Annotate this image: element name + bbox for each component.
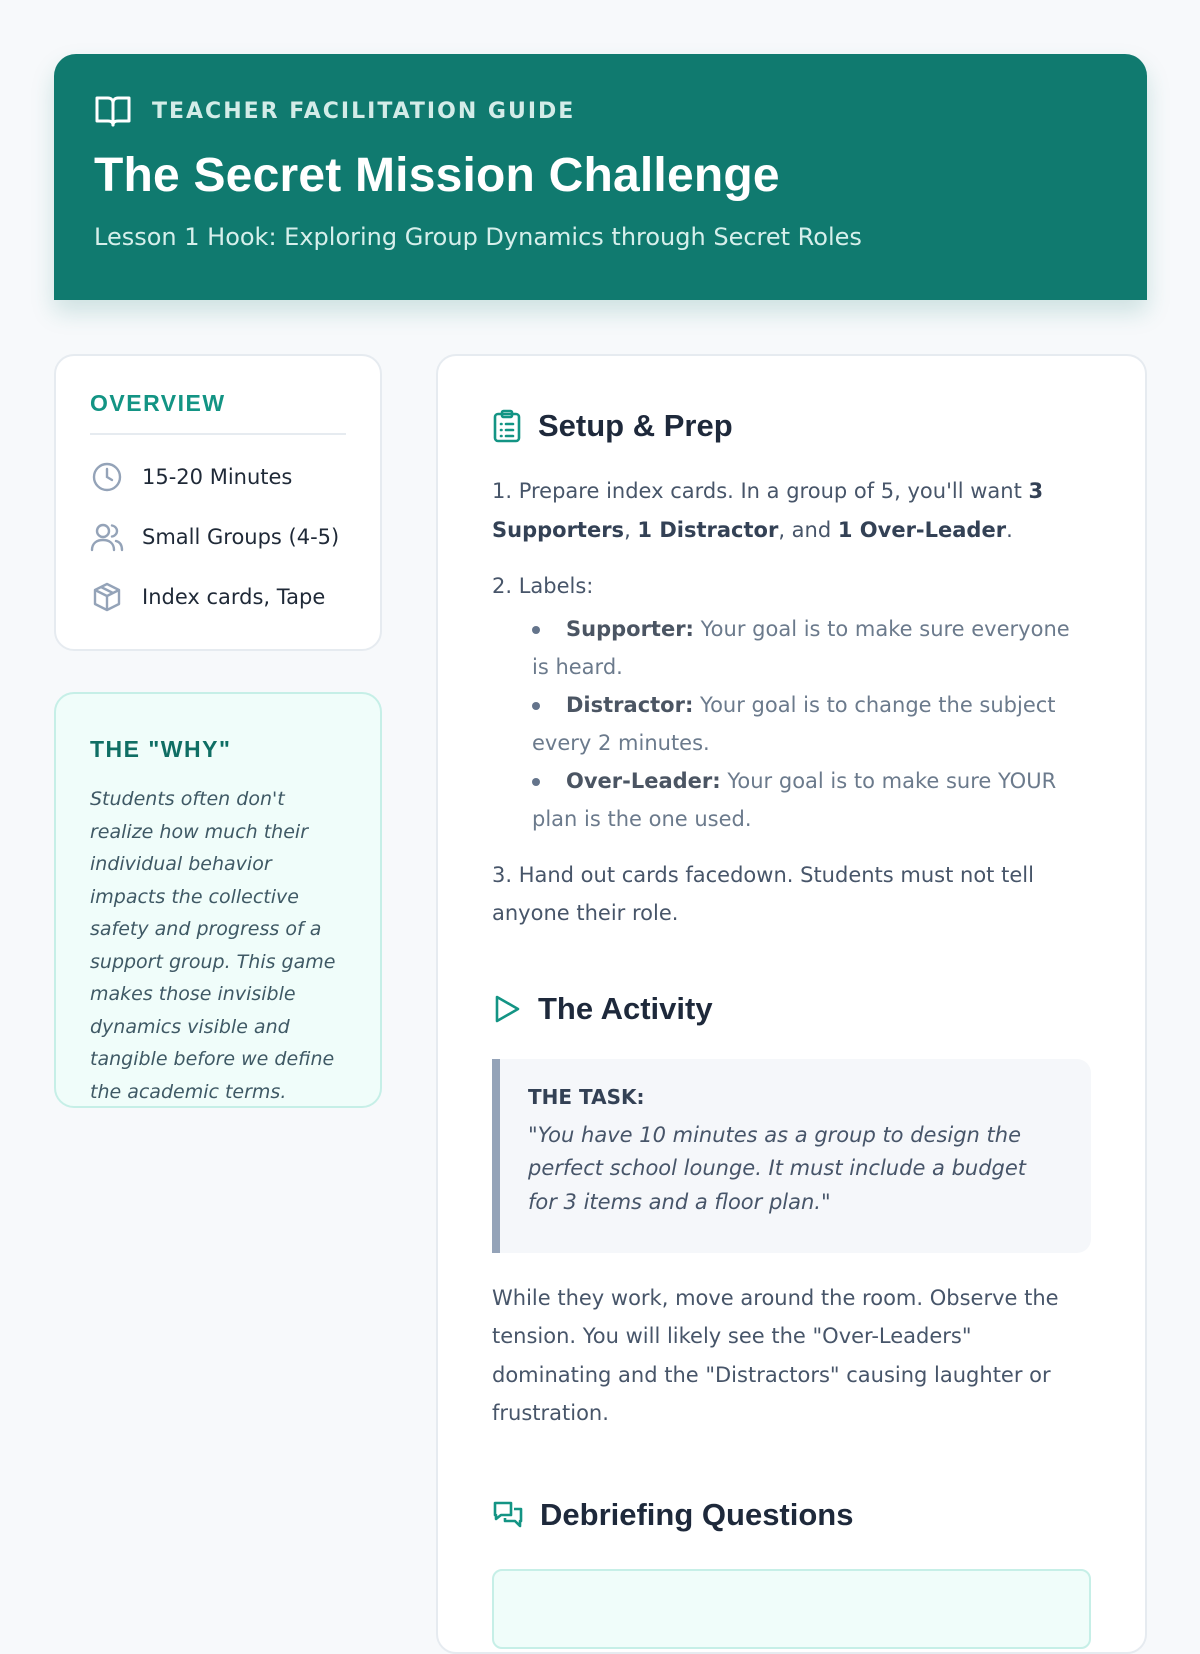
list-item: Distractor: Your goal is to change the subject every 2 minutes. [532, 686, 1091, 762]
task-label: THE TASK: [528, 1084, 645, 1109]
why-text: Students often don't realize how much their individual behavior impacts the collective safety and progress of a support group. This game makes those invisible dynamics visible and tangible before we define the academic terms. [90, 788, 336, 1103]
setup-step-2: 2. Labels: [492, 574, 594, 598]
task-callout [492, 1059, 1091, 1253]
clipboard-icon [492, 409, 522, 443]
list-item: Supporter: Your goal is to make sure everyone is heard. [532, 610, 1091, 686]
divider [90, 433, 346, 435]
play-icon [492, 993, 522, 1025]
list-item: Over-Leader: Your goal is to make sure YOUR plan is the one used. [532, 762, 1091, 838]
eyebrow-text: TEACHER FACILITATION GUIDE [152, 98, 576, 124]
why-card [54, 692, 382, 1108]
page-title: The Secret Mission Challenge [94, 149, 780, 202]
why-title: THE "WHY" [90, 736, 232, 762]
overview-item-group [90, 519, 346, 555]
overview-item-text: Small Groups (4-5) [142, 525, 340, 549]
overview-item-materials [90, 579, 346, 615]
overview-card [54, 354, 382, 651]
activity-heading-text: The Activity [538, 990, 713, 1026]
main-content-card [436, 354, 1147, 1654]
eyebrow [94, 94, 1107, 128]
setup-step-1: 1. Prepare index cards. In a group of 5, you'll want 3 Supporters, 1 Distractor, and 1 Over-Leader. [492, 479, 1044, 542]
clock-icon [91, 461, 123, 493]
page-header [54, 54, 1147, 300]
overview-item-text: Index cards, Tape [142, 585, 326, 609]
debrief-heading [492, 1495, 1091, 1535]
overview-item-text: 15-20 Minutes [142, 465, 293, 489]
overview-label: OVERVIEW [90, 390, 226, 416]
page-subtitle: Lesson 1 Hook: Exploring Group Dynamics through Secret Roles [94, 223, 862, 251]
overview-item-duration [90, 459, 346, 495]
role-list [532, 610, 1091, 838]
book-open-icon [94, 94, 132, 128]
task-text: "You have 10 minutes as a group to design the perfect school lounge. It must include a budget for 3 items and a floor plan." [528, 1122, 1027, 1214]
debrief-heading-text: Debriefing Questions [540, 1496, 854, 1532]
setup-step-3: 3. Hand out cards facedown. Students must not tell anyone their role. [492, 862, 1034, 925]
chat-bubbles-icon [492, 1499, 524, 1531]
debrief-question-box [492, 1569, 1091, 1649]
setup-heading-text: Setup & Prep [538, 408, 733, 443]
activity-observe-text: While they work, move around the room. Observe the tension. You will likely see the "Over-Leaders" dominating and the "Distractors" causing laughter or frustration. [492, 1285, 1059, 1425]
users-icon [90, 521, 124, 553]
box-icon [91, 581, 123, 613]
activity-heading [492, 989, 1091, 1029]
setup-heading [492, 406, 1091, 446]
